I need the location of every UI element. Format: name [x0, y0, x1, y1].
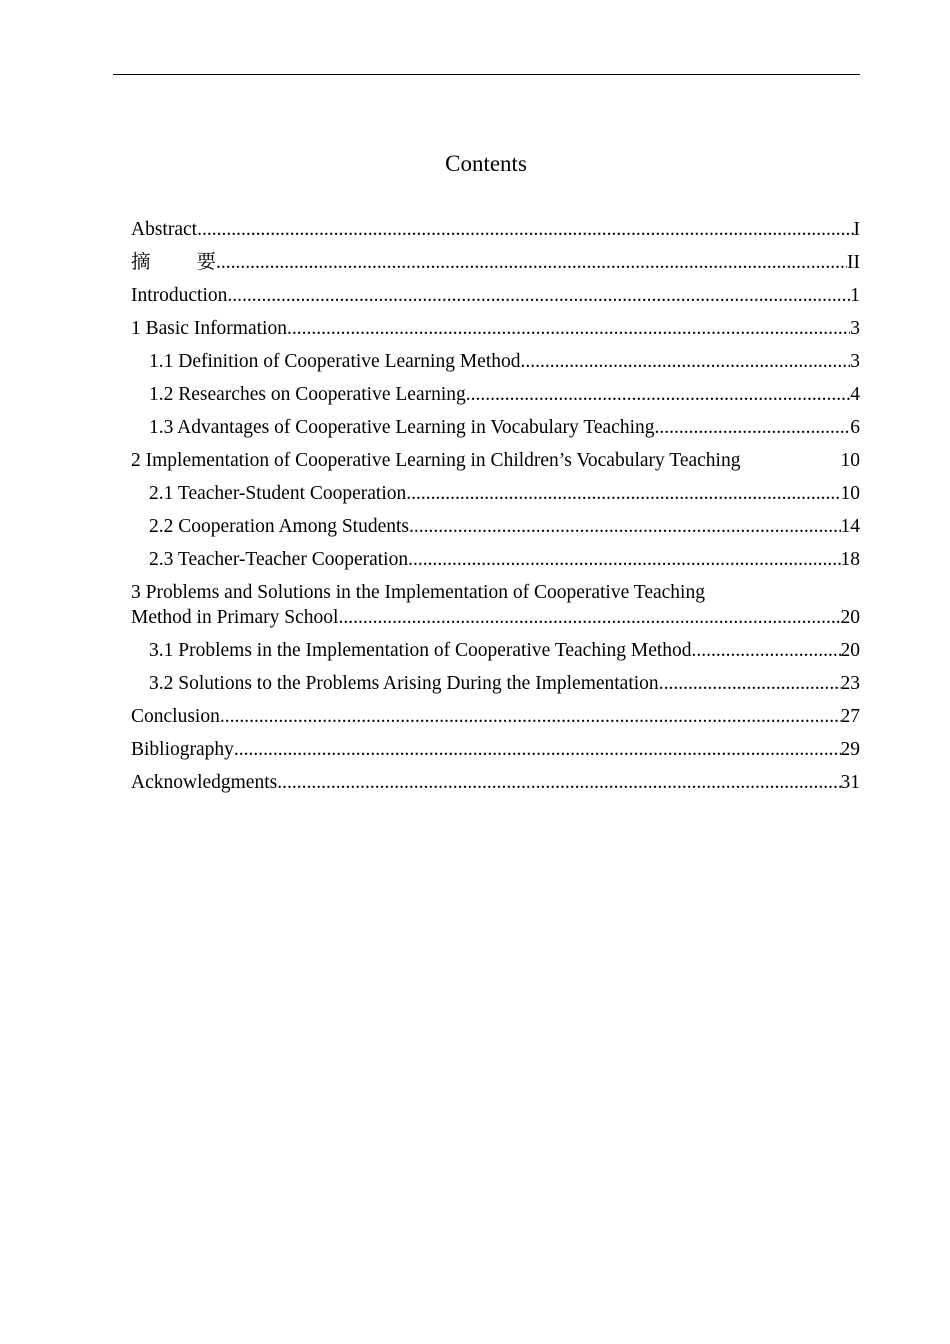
dot-leader — [692, 638, 841, 663]
toc-entry-chapter-1[interactable] — [131, 316, 860, 341]
dot-leader — [466, 382, 850, 407]
dot-leader — [216, 250, 847, 275]
toc-entry-page: 3 — [850, 351, 860, 372]
toc-entry-title: 1.1 Definition of Cooperative Learning Method — [149, 351, 521, 372]
toc-entry-page: 14 — [840, 516, 860, 537]
toc-entry-section-1-3[interactable] — [131, 415, 860, 440]
toc-entry-abstract[interactable] — [131, 217, 860, 242]
toc-entry-title: Abstract — [131, 219, 198, 240]
toc-entry-chapter-3[interactable] — [131, 580, 860, 630]
toc-entry-title: Acknowledgments — [131, 772, 278, 793]
toc-entry-conclusion[interactable] — [131, 704, 860, 729]
toc-entry-title — [131, 250, 216, 275]
dot-leader — [277, 770, 840, 795]
toc-entry-section-2-1[interactable] — [131, 481, 860, 506]
dot-leader — [234, 737, 841, 762]
toc-entry-title: Conclusion — [131, 706, 220, 727]
toc-entry-title: Introduction — [131, 285, 228, 306]
toc-entry-title-char-1: 摘 — [131, 252, 151, 273]
toc-entry-page: 10 — [840, 450, 860, 471]
dot-leader — [287, 316, 850, 341]
toc-entry-bibliography[interactable] — [131, 737, 860, 762]
toc-entry-title: Bibliography — [131, 739, 234, 760]
toc-entry-title-line-2-row — [131, 605, 860, 630]
toc-entry-title-line-1: 3 Problems and Solutions in the Implementation of Cooperative Teaching — [131, 582, 705, 603]
table-of-contents — [131, 217, 860, 803]
toc-entry-page: 31 — [840, 772, 860, 793]
toc-entry-introduction[interactable] — [131, 283, 860, 308]
toc-entry-section-1-1[interactable] — [131, 349, 860, 374]
toc-entry-page: 18 — [840, 549, 860, 570]
toc-entry-title-char-2: 要 — [196, 252, 217, 273]
toc-entry-page: 27 — [840, 706, 860, 727]
toc-entry-title-line-2: Method in Primary School — [131, 607, 339, 628]
toc-entry-title: 2.2 Cooperation Among Students — [149, 516, 409, 537]
toc-entry-page: 6 — [850, 417, 860, 438]
dot-leader — [220, 704, 841, 729]
toc-entry-page: 3 — [850, 318, 860, 339]
dot-leader — [521, 349, 851, 374]
toc-entry-page: I — [853, 219, 860, 240]
toc-entry-page: II — [847, 252, 860, 273]
dot-leader — [655, 415, 851, 440]
toc-entry-acknowledgments[interactable] — [131, 770, 860, 795]
toc-entry-section-3-2[interactable] — [131, 671, 860, 696]
toc-entry-page: 4 — [850, 384, 860, 405]
toc-entry-section-1-2[interactable] — [131, 382, 860, 407]
toc-entry-section-3-1[interactable] — [131, 638, 860, 663]
toc-entry-title: 2.3 Teacher-Teacher Cooperation — [149, 549, 409, 570]
toc-entry-section-2-2[interactable] — [131, 514, 860, 539]
toc-entry-chinese-abstract[interactable] — [131, 250, 860, 275]
toc-entry-title: 1.2 Researches on Cooperative Learning — [149, 384, 466, 405]
dot-leader — [406, 481, 840, 506]
dot-leader — [197, 217, 853, 242]
toc-entry-page: 1 — [850, 285, 860, 306]
toc-entry-title: 3.1 Problems in the Implementation of Cooperative Teaching Method — [149, 640, 692, 661]
toc-entry-page: 29 — [840, 739, 860, 760]
toc-entry-page: 20 — [840, 607, 860, 628]
toc-entry-page: 10 — [840, 483, 860, 504]
toc-entry-title: 3.2 Solutions to the Problems Arising During the Implementation — [149, 673, 659, 694]
toc-entry-title: 1.3 Advantages of Cooperative Learning in Vocabulary Teaching — [149, 417, 655, 438]
toc-entry-page: 23 — [840, 673, 860, 694]
toc-entry-chapter-2[interactable] — [131, 448, 860, 473]
dot-leader — [338, 605, 840, 630]
toc-heading: Contents — [445, 151, 527, 176]
toc-entry-section-2-3[interactable] — [131, 547, 860, 572]
toc-entry-page: 20 — [840, 640, 860, 661]
dot-leader — [408, 547, 840, 572]
dot-leader — [659, 671, 841, 696]
dot-leader — [227, 283, 850, 308]
toc-entry-title: 2.1 Teacher-Student Cooperation — [149, 483, 407, 504]
toc-entry-title: 1 Basic Information — [131, 318, 287, 339]
header-rule — [113, 74, 860, 75]
toc-entry-title: 2 Implementation of Cooperative Learning in Children’s Vocabulary Teaching — [131, 450, 741, 471]
dot-leader — [409, 514, 841, 539]
